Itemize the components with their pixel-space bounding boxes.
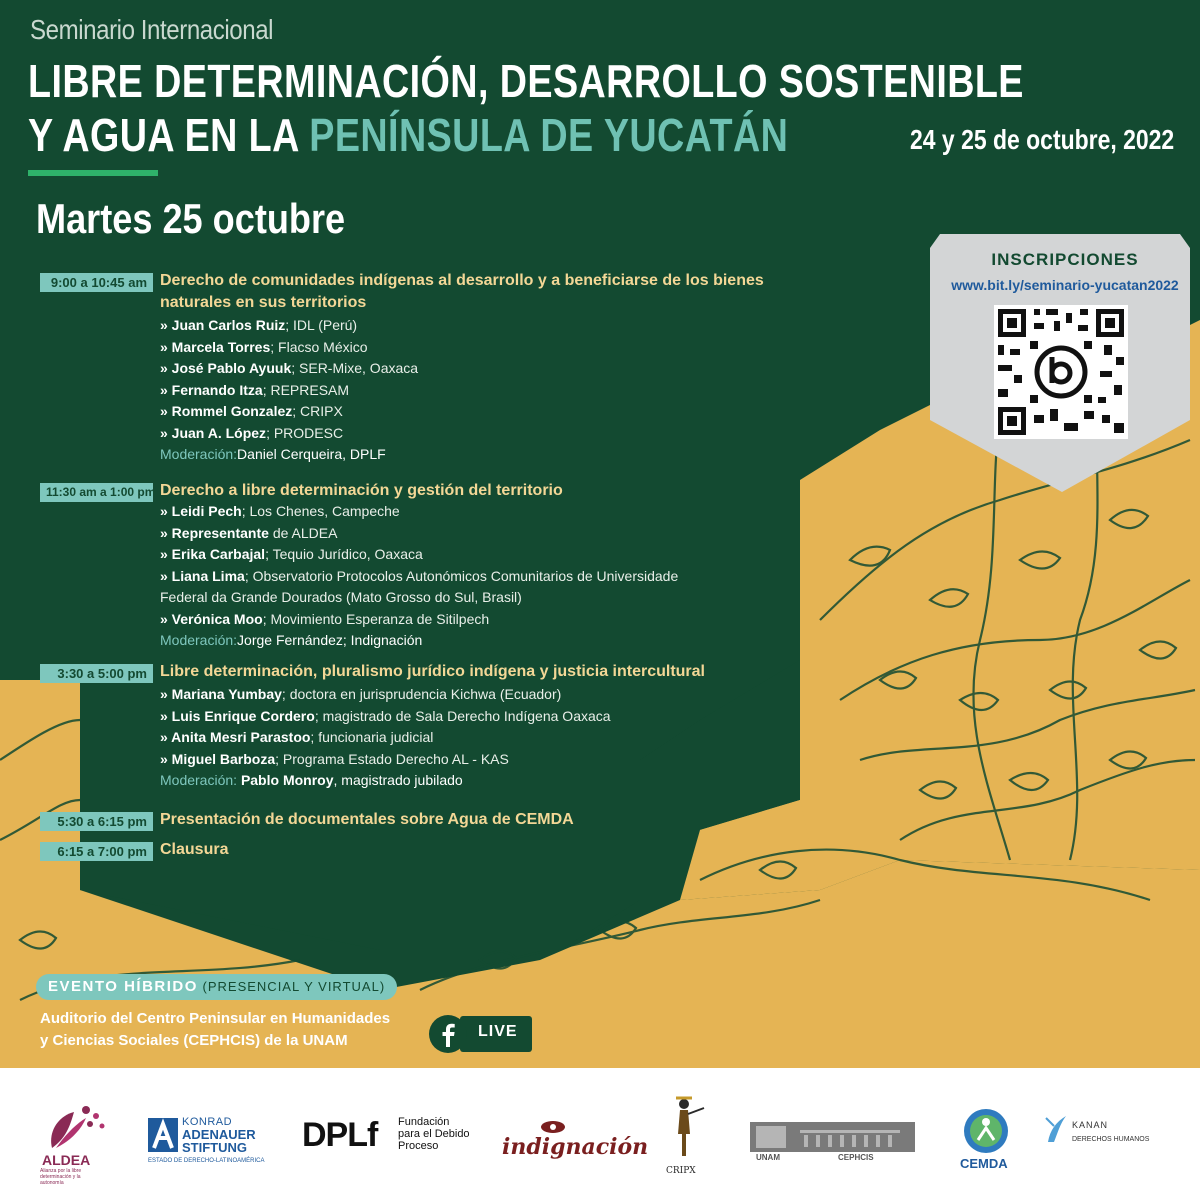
title-line2-part1: Y AGUA EN LA bbox=[28, 109, 310, 161]
live-label: LIVE bbox=[478, 1023, 518, 1040]
session-moderation: Moderación: Pablo Monroy, magistrado jubilado bbox=[160, 772, 463, 788]
session-title: Clausura bbox=[160, 841, 229, 858]
session-title: Derecho de comunidades indígenas al desarrollo y a beneficiarse de los bienes naturales en sus territorios bbox=[160, 272, 764, 311]
title-divider bbox=[28, 170, 158, 176]
speaker-item: » Erika Carbajal; Tequio Jurídico, Oaxaca bbox=[160, 546, 423, 562]
indignacion-logo[interactable]: indignación bbox=[500, 1120, 610, 1170]
sponsor-footer bbox=[0, 1068, 1200, 1200]
kas-mark-icon bbox=[148, 1118, 178, 1152]
speaker-item: » Mariana Yumbay; doctora en jurisprudencia Kichwa (Ecuador) bbox=[160, 686, 562, 702]
hybrid-event-badge: EVENTO HÍBRIDO (PRESENCIAL Y VIRTUAL) bbox=[36, 974, 397, 1000]
speaker-item: » Anita Mesri Parastoo; funcionaria judicial bbox=[160, 729, 434, 745]
session-title: Libre determinación, pluralismo jurídico indígena y justicia intercultural bbox=[160, 663, 705, 680]
day-heading: Martes 25 octubre bbox=[36, 195, 346, 242]
event-title-line2 bbox=[28, 108, 788, 162]
speaker-item: » Liana Lima; Observatorio Protocolos Autonómicos Comunitarios de Universidade bbox=[160, 567, 679, 584]
aldea-leaf-icon bbox=[40, 1102, 110, 1152]
warrior-icon bbox=[666, 1094, 706, 1164]
venue-line2: y Ciencias Sociales (CEPHCIS) de la UNAM bbox=[40, 1032, 348, 1049]
session-time-badge: 9:00 a 10:45 am bbox=[40, 273, 153, 292]
session-moderation: Moderación:Daniel Cerqueira, DPLF bbox=[160, 446, 386, 462]
session-title: Derecho a libre determinación y gestión del territorio bbox=[160, 482, 563, 499]
event-dates: 24 y 25 de octubre, 2022 bbox=[910, 124, 1175, 155]
session-title: Presentación de documentales sobre Agua de CEMDA bbox=[160, 811, 574, 828]
speaker-item: » Representante de ALDEA bbox=[160, 524, 338, 541]
event-title-line1: LIBRE DETERMINACIÓN, DESARROLLO SOSTENIBLE bbox=[28, 55, 1024, 107]
registration-url[interactable]: www.bit.ly/seminario-yucatan2022 bbox=[951, 277, 1179, 293]
aldea-logo[interactable]: ALDEA Alianza por la libre determinación y la autonomía bbox=[40, 1102, 110, 1182]
session-moderation: Moderación:Jorge Fernández; Indignación bbox=[160, 632, 423, 648]
title-line2-highlight: PENÍNSULA DE YUCATÁN bbox=[309, 109, 789, 161]
speaker-item: » Leidi Pech; Los Chenes, Campeche bbox=[160, 503, 400, 519]
speaker-item: » Juan Carlos Ruiz; IDL (Perú) bbox=[160, 317, 358, 333]
eye-icon bbox=[540, 1120, 566, 1134]
speaker-item: » Miguel Barboza; Programa Estado Derecho AL - KAS bbox=[160, 750, 509, 767]
cripx-logo[interactable]: CRIPX bbox=[662, 1094, 712, 1184]
speaker-item: » Marcela Torres; Flacso México bbox=[160, 338, 368, 355]
kanan-logo[interactable]: KANAN DERECHOS HUMANOS bbox=[1044, 1112, 1174, 1156]
speaker-item: » José Pablo Ayuuk; SER-Mixe, Oaxaca bbox=[160, 360, 419, 376]
session-time-badge: 5:30 a 6:15 pm bbox=[40, 812, 153, 831]
speaker-item: » Juan A. López; PRODESC bbox=[160, 424, 344, 441]
venue-line1: Auditorio del Centro Peninsular en Humanidades bbox=[40, 1010, 391, 1027]
cemda-logo[interactable]: CEMDA bbox=[958, 1106, 1018, 1178]
unam-building-icon bbox=[750, 1122, 915, 1152]
speaker-item: » Verónica Moo; Movimiento Esperanza de Sitilpech bbox=[160, 610, 490, 627]
kas-logo[interactable]: KONRAD ADENAUER STIFTUNG ESTADO DE DERECHO-LATINOAMÉRICA bbox=[148, 1116, 265, 1164]
session-time-badge: 11:30 am a 1:00 pm bbox=[40, 483, 153, 502]
speaker-item: Federal da Grande Dourados (Mato Grosso do Sul, Brasil) bbox=[160, 589, 522, 605]
unam-cephcis-logo[interactable]: UNAM CEPHCIS bbox=[750, 1122, 915, 1164]
speaker-item: » Luis Enrique Cordero; magistrado de Sala Derecho Indígena Oaxaca bbox=[160, 707, 611, 724]
dplf-logo[interactable]: DPLf Fundación para el Debido Proceso bbox=[302, 1116, 470, 1154]
registration-label: INSCRIPCIONES bbox=[991, 250, 1139, 269]
qr-code-icon[interactable] bbox=[994, 305, 1128, 439]
session-time-badge: 3:30 a 5:00 pm bbox=[40, 664, 153, 683]
speaker-item: » Fernando Itza; REPRESAM bbox=[160, 381, 350, 398]
hummingbird-icon bbox=[1044, 1112, 1068, 1146]
speaker-item: » Rommel Gonzalez; CRIPX bbox=[160, 403, 343, 419]
event-eyebrow: Seminario Internacional bbox=[30, 14, 274, 45]
session-time-badge: 6:15 a 7:00 pm bbox=[40, 842, 153, 861]
cemda-globe-icon bbox=[958, 1106, 1014, 1156]
